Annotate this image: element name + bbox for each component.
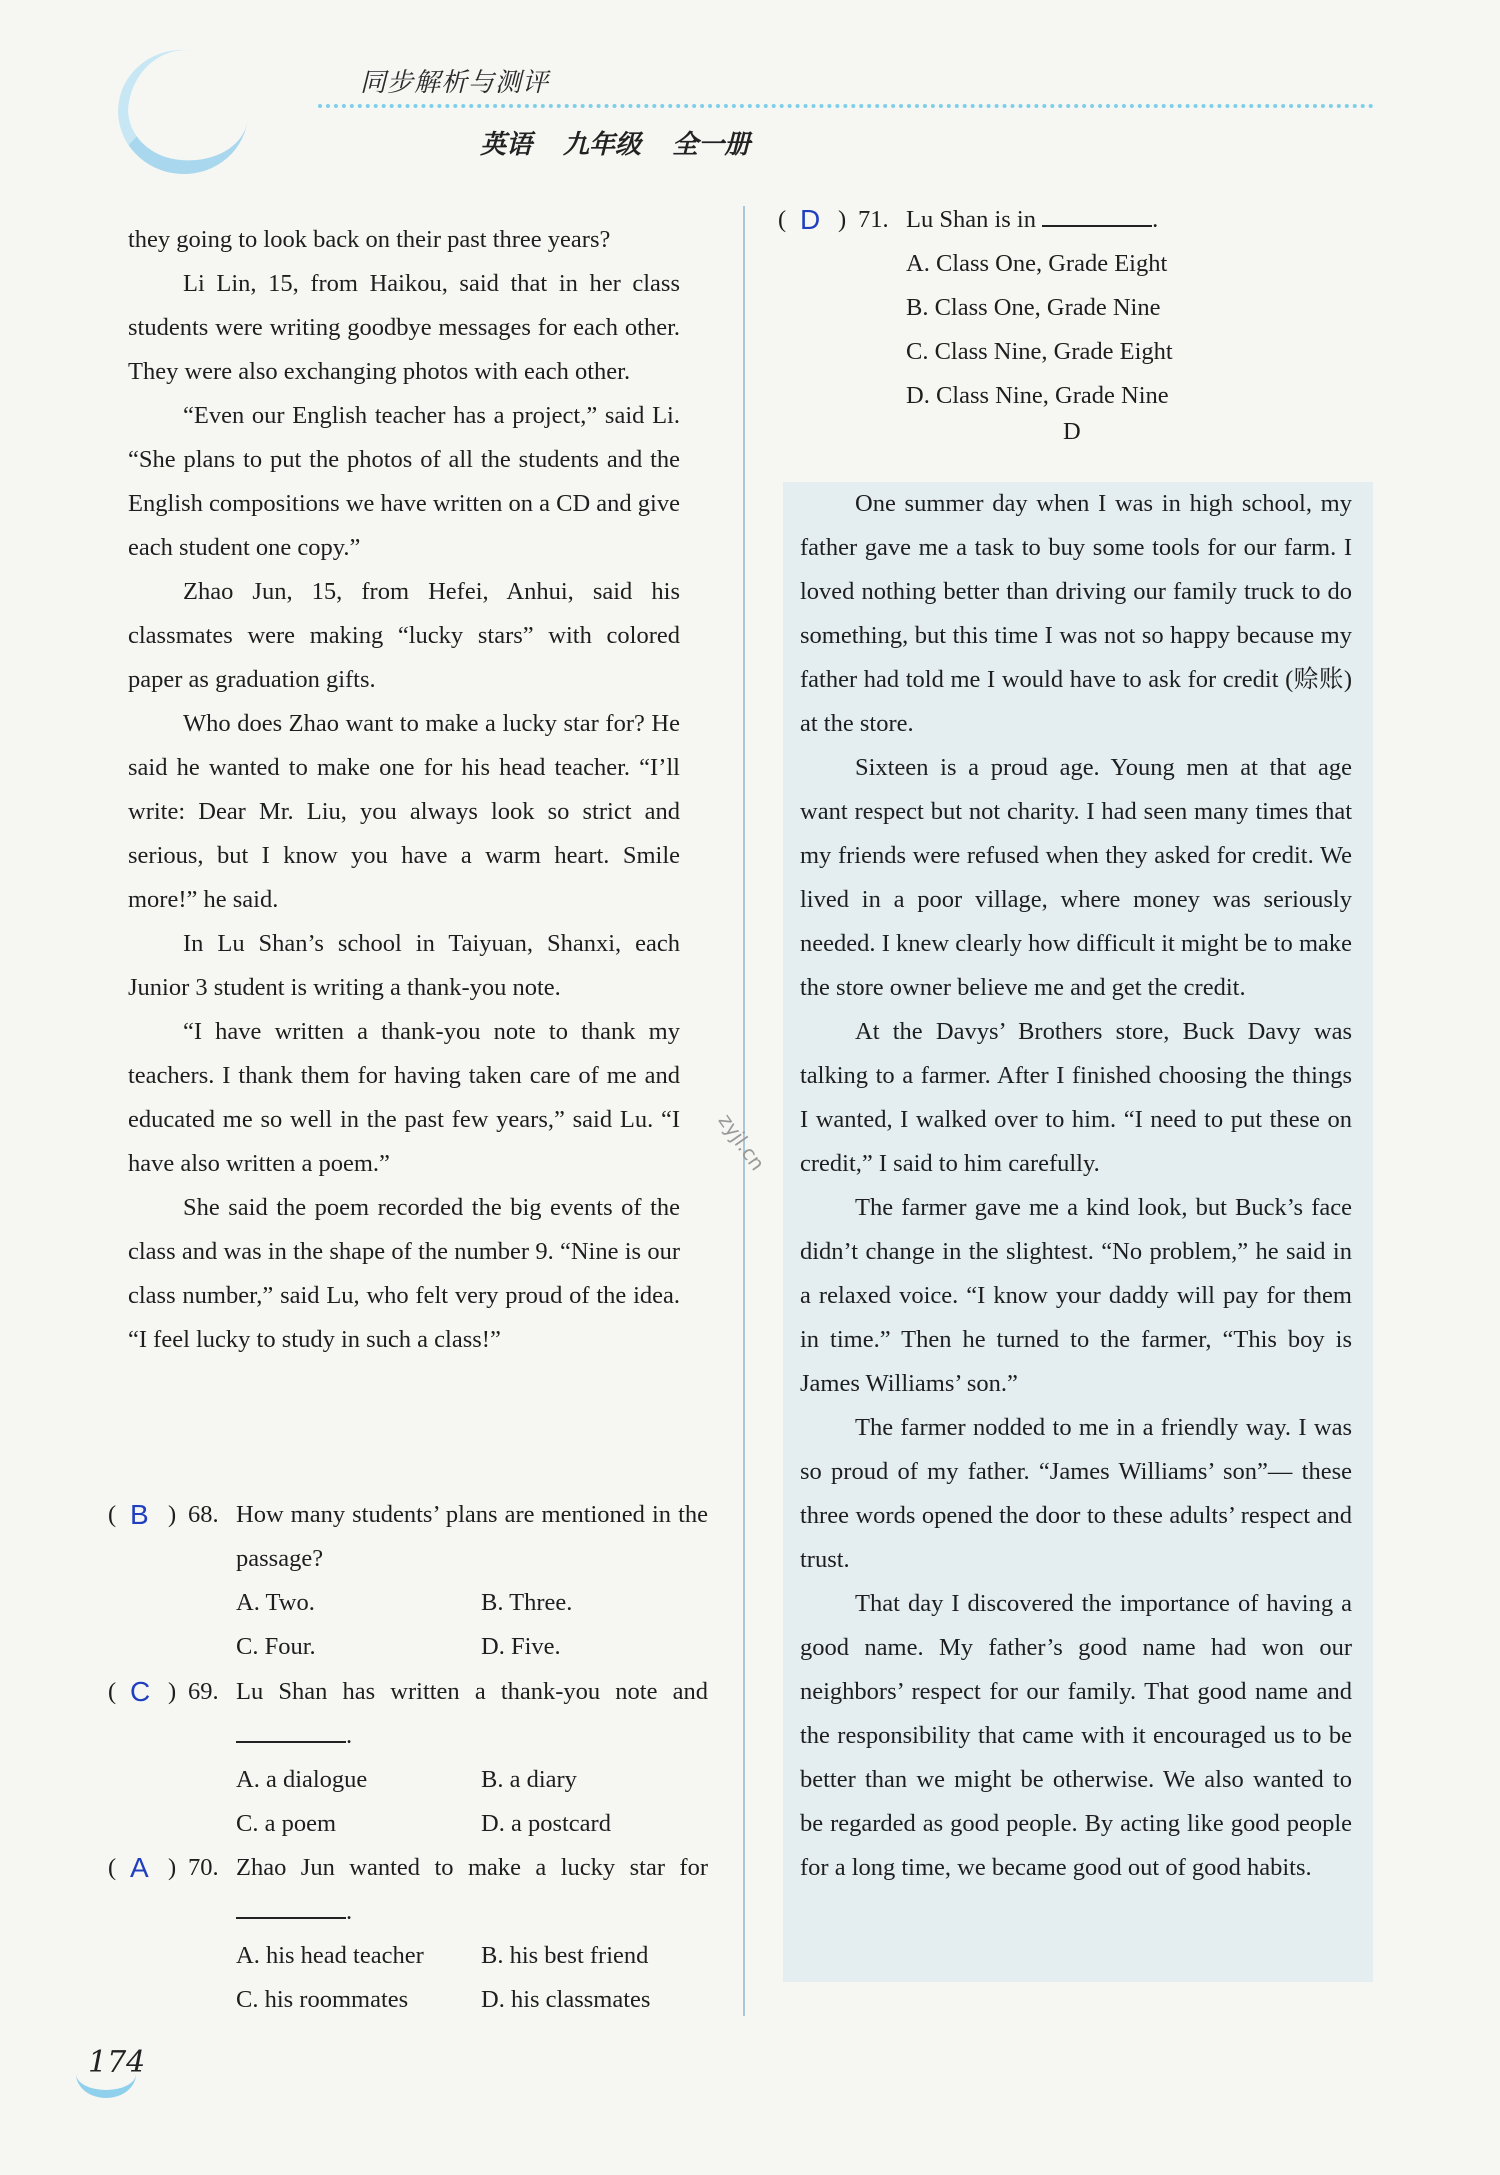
option-b: B. a diary (481, 1766, 577, 1793)
header-decoration-arc (110, 42, 256, 183)
answer-blank (236, 1721, 346, 1743)
question-text: Zhao Jun wanted to make a lucky star for . (236, 1854, 708, 1925)
series-title: 同步解析与测评 (360, 68, 550, 98)
question-text: Lu Shan is in . (906, 206, 1159, 233)
question-text: How many students’ plans are mentioned in the passage? (236, 1501, 708, 1572)
question-69 (108, 1670, 708, 1846)
question-number: 70. (188, 1854, 219, 1881)
option-a: A. a dialogue (236, 1766, 368, 1793)
option-d: D. a postcard (481, 1810, 611, 1837)
option-d: D. his classmates (481, 1986, 651, 2013)
answer-bracket: ( D ) (778, 198, 858, 242)
question-68 (108, 1493, 708, 1669)
book-subtitle: 英语 九年级 全一册 (480, 130, 751, 160)
answer-bracket: ( C ) (108, 1670, 188, 1758)
answer-letter: D (800, 204, 821, 235)
question-70 (108, 1846, 708, 2022)
passage-paragraph: At the Davys’ Brothers store, Buck Davy was talking to a farmer. After I finished choosing the things I wanted, I walked over to him. “I need to put these on credit,” I said to him carefully. (800, 1018, 1352, 1177)
passage-paragraph: That day I discovered the importance of having a good name. My father’s good name had won our neighbors’ respect for our family. That good name and the responsibility that came with it encouraged us to be better than we might be otherwise. We also wanted to be regarded as good people. By acting like good people for a long time, we became good out of good habits. (800, 1590, 1352, 1881)
left-passage (128, 218, 680, 1362)
passage-paragraph: Li Lin, 15, from Haikou, said that in her class students were writing goodbye messages for each other. They were also exchanging photos with each other. (128, 270, 680, 385)
question-number: 71. (858, 206, 889, 233)
answer-letter: B (130, 1499, 149, 1530)
answer-letter: C (130, 1676, 151, 1707)
passage-paragraph: The farmer nodded to me in a friendly way. I was so proud of my father. “James Williams’ son”— these three words opened the door to these adults’ respect and trust. (800, 1414, 1352, 1573)
question-71 (778, 198, 1378, 418)
section-heading: D (1063, 418, 1081, 445)
right-passage (800, 482, 1352, 1890)
option-d: D. Five. (481, 1633, 561, 1660)
option-b: B. his best friend (481, 1942, 649, 1969)
option-c: C. his roommates (236, 1986, 409, 2013)
header-dotted-rule (318, 104, 1374, 108)
passage-paragraph: In Lu Shan’s school in Taiyuan, Shanxi, each Junior 3 student is writing a thank-you note. (128, 930, 680, 1001)
answer-letter: A (130, 1852, 149, 1883)
page-number: 174 (88, 2045, 146, 2080)
answer-blank (236, 1897, 346, 1919)
passage-paragraph: She said the poem recorded the big events of the class and was in the shape of the number 9. “Nine is our class number,” said Lu, who felt very proud of the idea. “I feel lucky to study in such a class!” (128, 1194, 680, 1353)
answer-blank (1042, 205, 1152, 227)
option-c: C. Class Nine, Grade Eight (906, 338, 1173, 365)
option-a: A. his head teacher (236, 1942, 424, 1969)
passage-paragraph: Who does Zhao want to make a lucky star for? He said he wanted to make one for his head teacher. “I’ll write: Dear Mr. Liu, you always look so strict and serious, but I know you have a warm heart. Smile more!” he said. (128, 710, 680, 913)
passage-paragraph: “I have written a thank-you note to thank my teachers. I thank them for having taken care of me and educated me so well in the past few years,” said Lu. “I have also written a poem.” (128, 1018, 680, 1177)
question-number: 69. (188, 1678, 219, 1705)
passage-paragraph: The farmer gave me a kind look, but Buck’s face didn’t change in the slightest. “No problem,” he said in a relaxed voice. “I know your daddy will pay for them in time.” Then he turned to the farmer, “This boy is James Williams’ son.” (800, 1194, 1352, 1397)
option-a: A. Class One, Grade Eight (906, 250, 1168, 277)
answer-bracket: ( B ) (108, 1493, 188, 1581)
question-number: 68. (188, 1501, 219, 1528)
watermark: zyjl.cn (713, 1109, 770, 1175)
passage-paragraph: One summer day when I was in high school, my father gave me a task to buy some tools for our farm. I loved nothing better than driving our family truck to do something, but this time I was not so happy because my father had told me I would have to ask for credit (赊账) at the store. (800, 490, 1352, 737)
option-a: A. Two. (236, 1589, 315, 1616)
answer-bracket: ( A ) (108, 1846, 188, 1934)
passage-paragraph: they going to look back on their past three years? (128, 226, 611, 253)
passage-paragraph: Zhao Jun, 15, from Hefei, Anhui, said his classmates were making “lucky stars” with colored paper as graduation gifts. (128, 578, 680, 693)
option-b: B. Three. (481, 1589, 573, 1616)
option-c: C. Four. (236, 1633, 316, 1660)
passage-paragraph: Sixteen is a proud age. Young men at that age want respect but not charity. I had seen many times that my friends were refused when they asked for credit. We lived in a poor village, where money was seriously needed. I knew clearly how difficult it might be to make the store owner believe me and get the credit. (800, 754, 1352, 1001)
question-text: Lu Shan has written a thank-you note and . (236, 1678, 708, 1749)
option-c: C. a poem (236, 1810, 337, 1837)
column-divider (743, 206, 745, 2016)
passage-paragraph: “Even our English teacher has a project,” said Li. “She plans to put the photos of all the students and the English compositions we have written on a CD and give each student one copy.” (128, 402, 680, 561)
option-d: D. Class Nine, Grade Nine (906, 382, 1169, 409)
option-b: B. Class One, Grade Nine (906, 294, 1161, 321)
